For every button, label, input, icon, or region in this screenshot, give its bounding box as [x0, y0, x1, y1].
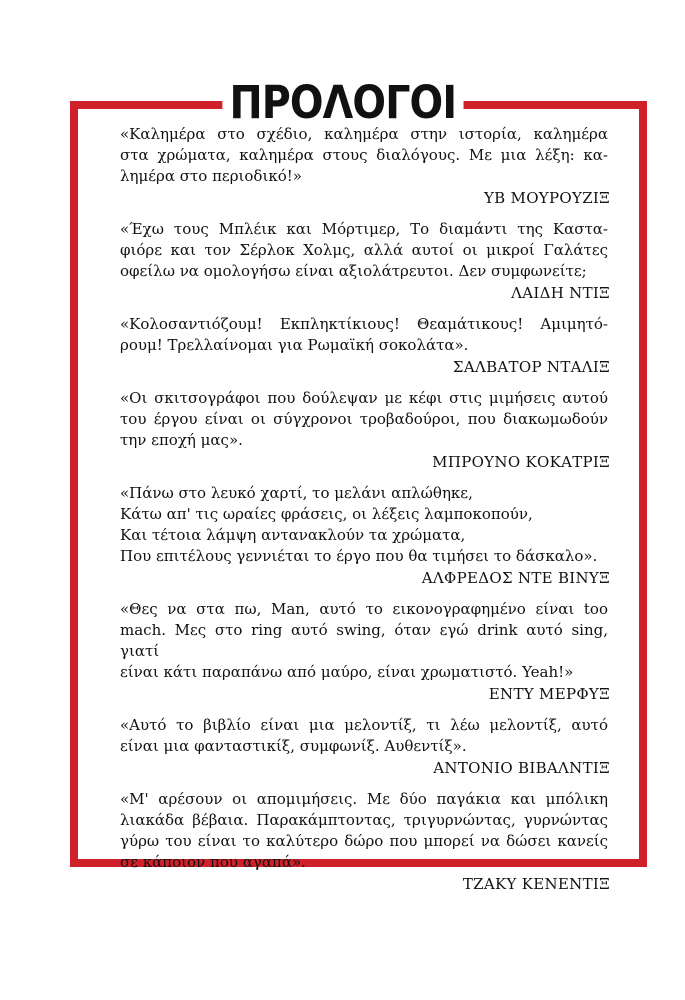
quote-line: φιόρε και τον Σέρλοκ Χολμς, αλλά αυτοί οι μικροί Γαλάτες	[120, 241, 608, 259]
quote-line: Και τέτοια λάμψη αντανακλούν τα χρώματα,	[120, 526, 466, 544]
quote-author: ΛΑΙΔΗ ΝΤΙΞ	[511, 284, 610, 302]
quote-text	[120, 789, 608, 873]
quote-line: Κάτω απ' τις ωραίες φράσεις, οι λέξεις λαμποκοπούν,	[120, 505, 533, 523]
quote-text	[120, 219, 608, 282]
quote-author: ΤΖΑΚΥ ΚΕΝΕΝΤΙΞ	[462, 875, 610, 893]
title-wrap	[0, 76, 685, 130]
quote-line: είναι κάτι παραπάνω από μαύρο, είναι χρωματιστό. Yeah!»	[120, 663, 574, 681]
quote-line: «Θες να στα πω, Man, αυτό το εικονογραφημένο είναι too	[120, 600, 608, 618]
quote-block	[120, 599, 608, 705]
quote-line: γύρω του είναι το καλύτερο δώρο που μπορεί να δώσει κανείς	[120, 832, 608, 850]
quote-block	[120, 219, 608, 304]
quote-block	[120, 715, 608, 779]
quote-text	[120, 483, 608, 567]
quote-line: του έργου είναι οι σύγχρονοι τροβαδούροι, που διακωμωδούν	[120, 410, 608, 428]
quote-text	[120, 715, 608, 757]
quote-line: την εποχή μας».	[120, 431, 243, 449]
quote-line: λιακάδα βέβαια. Παρακάμπτοντας, τριγυρνώντας, γυρνώντας	[120, 811, 608, 829]
quote-block	[120, 314, 608, 378]
quote-author: ΥΒ ΜΟΥΡΟΥΖΙΞ	[483, 189, 610, 207]
quote-line: «Μ' αρέσουν οι απομιμήσεις. Με δύο παγάκια και μπόλικη	[120, 790, 608, 808]
quote-line: «Πάνω στο λευκό χαρτί, το μελάνι απλώθηκε,	[120, 484, 473, 502]
quote-block	[120, 483, 608, 589]
quote-author: ΣΑΛΒΑΤΟΡ ΝΤΑΛΙΞ	[452, 358, 610, 376]
quote-line: λημέρα στο περιοδικό!»	[120, 167, 302, 185]
quote-author: ΑΛΦΡΕΔΟΣ ΝΤΕ ΒΙΝΥΞ	[421, 569, 610, 587]
quote-line: «Αυτό το βιβλίο είναι μια μελοντίξ, τι λέω μελοντίξ, αυτό	[120, 716, 608, 734]
quote-text	[120, 599, 608, 683]
quote-line: «Οι σκιτσογράφοι που δούλεψαν με κέφι στις μιμήσεις αυτού	[120, 389, 608, 407]
quote-author: ΜΠΡΟΥΝΟ ΚΟΚΑΤΡΙΞ	[432, 453, 610, 471]
quote-line: «Έχω τους Μπλέικ και Μόρτιμερ, Το διαμάντι της Καστα-	[120, 220, 608, 238]
quote-line: σε κάποιον που αγαπά».	[120, 853, 306, 871]
quote-line: είναι μια φανταστικίξ, συμφωνίξ. Αυθεντίξ».	[120, 737, 467, 755]
quote-block	[120, 388, 608, 473]
quote-author: ΕΝΤΥ ΜΕΡΦΥΞ	[488, 685, 610, 703]
quote-line: οφείλω να ομολογήσω είναι αξιολάτρευτοι. Δεν συμφωνείτε;	[120, 262, 587, 280]
quotes-column	[120, 124, 608, 905]
quote-line: ρουμ! Τρελλαίνομαι για Ρωμαϊκή σοκολάτα».	[120, 336, 469, 354]
quote-author: ΑΝΤΟΝΙΟ ΒΙΒΑΛΝΤΙΞ	[433, 759, 610, 777]
quote-line: «Κολοσαντιόζουμ! Εκπληκτίκιους! Θεαμάτικους! Αμιμητό-	[120, 315, 608, 333]
page-title: ΠΡΟΛΟΓΟΙ	[222, 76, 463, 130]
quote-line: Που επιτέλους γεννιέται το έργο που θα τιμήσει το δάσκαλο».	[120, 547, 598, 565]
quote-line: mach. Μες στο ring αυτό swing, όταν εγώ drink αυτό sing, γιατί	[120, 621, 608, 660]
quote-text	[120, 124, 608, 187]
quote-block	[120, 124, 608, 209]
quote-text	[120, 388, 608, 451]
quote-line: στα χρώματα, καλημέρα στους διαλόγους. Με μια λέξη: κα-	[120, 146, 608, 164]
quote-line: «Καλημέρα στο σχέδιο, καλημέρα στην ιστορία, καλημέρα	[120, 125, 608, 143]
quote-block	[120, 789, 608, 895]
quote-text	[120, 314, 608, 356]
